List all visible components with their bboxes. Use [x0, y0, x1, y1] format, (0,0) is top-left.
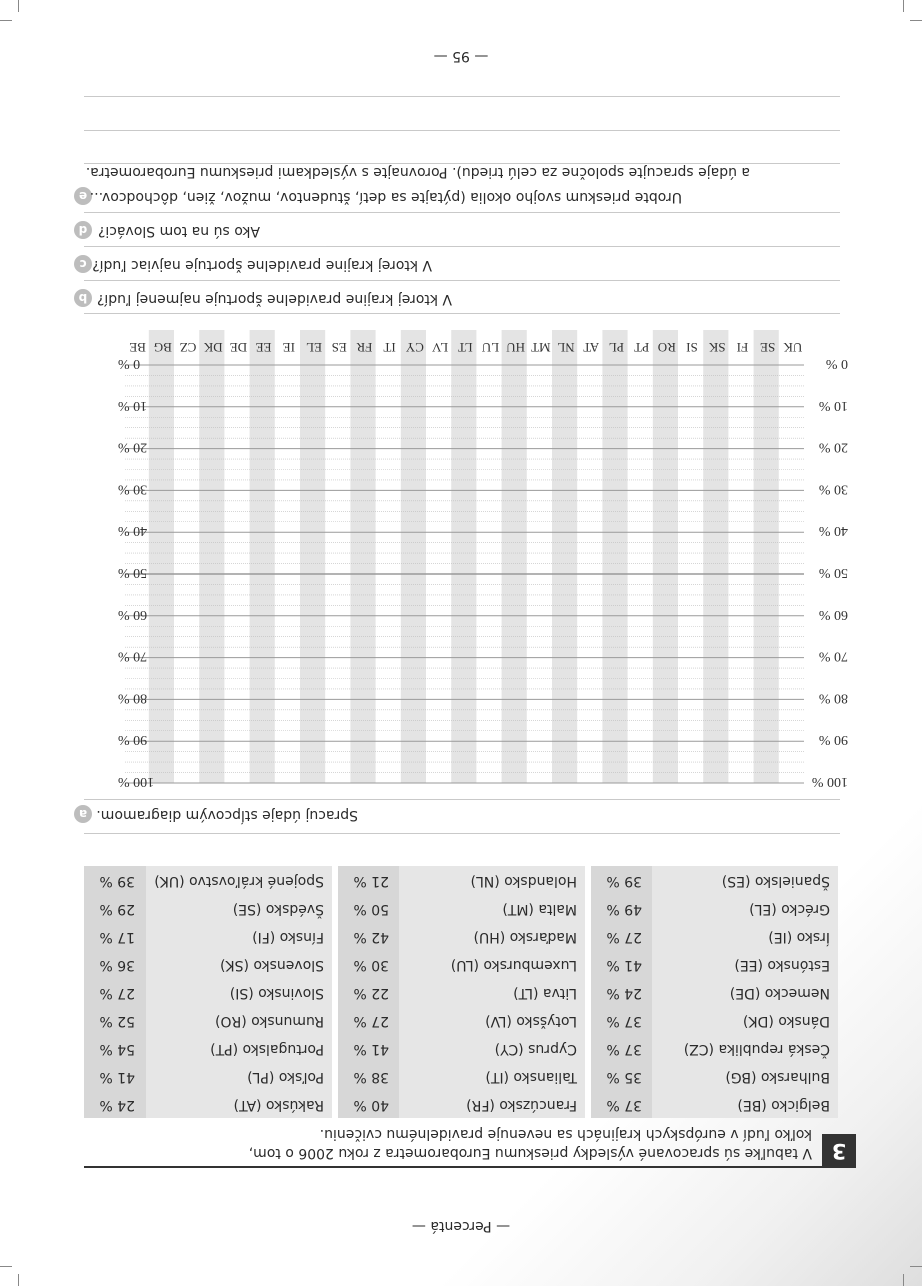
country-percent: 50 % — [353, 901, 389, 917]
country-percent: 49 % — [606, 901, 642, 917]
x-category-label: EE — [255, 340, 272, 355]
country-name: Španielsko (ES) — [721, 873, 830, 889]
x-category-label: HU — [506, 340, 525, 355]
x-category-label: PL — [608, 340, 624, 355]
y-tick-label: 80 % — [818, 690, 848, 706]
x-category-label: NL — [557, 340, 575, 355]
country-percent: 41 % — [99, 1069, 135, 1085]
country-percent: 21 % — [353, 873, 389, 889]
column-band — [703, 330, 728, 783]
question-rule — [84, 246, 840, 247]
y-tick-label: 20 % — [118, 439, 148, 455]
x-category-label: CZ — [179, 340, 197, 355]
y-tick-label: 20 % — [818, 439, 848, 455]
country-percent: 24 % — [606, 985, 642, 1001]
question-badge-e: e — [74, 187, 92, 205]
country-percent: 38 % — [353, 1069, 389, 1085]
question-e-text: Urobte prieskum svojho okolia (pýtajte sa detí, študentov, mužov, žien, dôchodcov... — [89, 189, 682, 205]
question-rule — [84, 280, 840, 281]
x-category-label: LT — [457, 340, 473, 355]
x-category-label: MT — [531, 340, 551, 355]
country-percent: 39 % — [606, 873, 642, 889]
question-c-text: V ktorej krajine pravidelne športuje najviac ľudí? — [92, 257, 432, 273]
x-category-label: BE — [129, 340, 146, 355]
y-tick-label: 90 % — [818, 732, 848, 748]
y-tick-label: 70 % — [818, 648, 848, 664]
country-name: Nemecko (DE) — [729, 985, 830, 1001]
y-tick-label: 0 % — [825, 356, 848, 371]
question-a-text: Spracuj údaje stĺpcovým diagramom. — [96, 807, 358, 823]
x-category-label: DE — [229, 340, 248, 355]
country-name: Poľsko (PL) — [247, 1069, 324, 1085]
country-percent: 37 % — [606, 1097, 642, 1113]
question-d-text: Ako sú na tom Slováci? — [97, 223, 260, 239]
question-rule — [84, 212, 840, 213]
y-tick-label: 70 % — [118, 648, 148, 664]
country-name: Maďarsko (HU) — [473, 929, 577, 945]
country-name: Dánsko (DK) — [742, 1013, 830, 1029]
country-name: Taliansko (IT) — [485, 1069, 577, 1085]
y-tick-label: 30 % — [818, 481, 848, 497]
question-badge-a: a — [74, 805, 92, 823]
country-name: Estónsko (EE) — [734, 957, 830, 973]
country-name: Grécko (EL) — [749, 901, 830, 917]
column-band — [250, 330, 275, 783]
x-category-label: ES — [331, 340, 347, 355]
exercise-text-line1: V tabuľke sú spracované výsledky prieskumu Eurobarometra z roku 2006 o tom, — [248, 1145, 812, 1161]
country-percent: 24 % — [99, 1097, 135, 1113]
country-name: Malta (MT) — [502, 901, 577, 917]
country-name: Portugalsko (PT) — [210, 1041, 324, 1057]
y-tick-label: 100 % — [118, 774, 155, 789]
y-tick-label: 60 % — [818, 606, 848, 622]
country-percent: 27 % — [99, 985, 135, 1001]
country-percent: 40 % — [353, 1097, 389, 1113]
x-category-label: FR — [356, 340, 373, 355]
x-category-label: AT — [583, 340, 600, 355]
y-tick-label: 100 % — [811, 774, 848, 789]
country-percent: 37 % — [606, 1041, 642, 1057]
question-b-text: V ktorej krajine pravidelne športuje najmenej ľudí? — [96, 291, 452, 307]
country-percent: 17 % — [99, 929, 135, 945]
column-band — [653, 330, 678, 783]
y-tick-label: 40 % — [818, 523, 848, 539]
column-band — [199, 330, 224, 783]
column-band — [401, 330, 426, 783]
country-name: Belgicko (BE) — [737, 1097, 830, 1113]
column-band — [552, 330, 577, 783]
country-name: Lotyšsko (LV) — [485, 1013, 577, 1029]
x-category-label: PT — [634, 340, 650, 355]
country-percent: 42 % — [353, 929, 389, 945]
column-band — [300, 330, 325, 783]
answer-line — [84, 130, 840, 131]
exercise-number: 3 — [822, 1134, 856, 1168]
question-badge-c: c — [74, 255, 92, 273]
x-category-label: BG — [153, 340, 172, 355]
question-rule — [84, 313, 840, 314]
x-category-label: RO — [657, 340, 676, 355]
country-percent: 37 % — [606, 1013, 642, 1029]
question-e-text-continued: a údaje spracujte spoločne za celú triedu). Porovnajte s výsledkami prieskumu Eurobarometra. — [85, 164, 750, 180]
column-band — [754, 330, 779, 783]
y-tick-label: 50 % — [818, 565, 848, 580]
country-name: Švédsko (SE) — [232, 901, 324, 917]
x-category-label: SI — [686, 340, 698, 355]
x-category-label: EL — [306, 340, 322, 355]
question-badge-b: b — [74, 289, 92, 307]
column-band — [502, 330, 527, 783]
country-percent: 30 % — [353, 957, 389, 973]
y-tick-label: 90 % — [118, 732, 148, 748]
x-category-label: CY — [405, 340, 424, 355]
country-percent: 39 % — [99, 873, 135, 889]
running-title: — Percentá — — [411, 1218, 511, 1234]
x-category-label: FI — [736, 340, 749, 355]
country-percent: 52 % — [99, 1013, 135, 1029]
country-name: Rumunsko (RO) — [215, 1013, 324, 1029]
x-category-label: IE — [282, 340, 295, 355]
column-band — [149, 330, 174, 783]
country-percent: 36 % — [99, 957, 135, 973]
country-percent: 54 % — [99, 1041, 135, 1057]
country-name: Luxembursko (LU) — [450, 957, 577, 973]
country-name: Rakúsko (AT) — [233, 1097, 324, 1113]
country-name: Spojené kráľovstvo (UK) — [154, 873, 324, 889]
y-tick-label: 10 % — [818, 397, 848, 413]
y-tick-label: 30 % — [118, 481, 148, 497]
country-name: Cyprus (CY) — [494, 1041, 577, 1057]
y-tick-label: 50 % — [118, 565, 148, 580]
country-name: Írsko (IE) — [768, 929, 830, 945]
country-name: Česká republika (CZ) — [683, 1041, 830, 1057]
exercise-text-line2: koľko ľudí v európskych krajinách sa nevenuje pravidelnému cvičeniu. — [319, 1126, 812, 1142]
country-percent: 41 % — [606, 957, 642, 973]
page-number: — 95 — — [433, 48, 489, 64]
country-name: Francúzsko (FR) — [466, 1097, 577, 1113]
country-percent: 41 % — [353, 1041, 389, 1057]
column-band — [451, 330, 476, 783]
country-percent: 22 % — [353, 985, 389, 1001]
y-tick-label: 40 % — [118, 523, 148, 539]
country-percent: 29 % — [99, 901, 135, 917]
country-name: Litva (LT) — [513, 985, 577, 1001]
country-percent: 35 % — [606, 1069, 642, 1085]
x-category-label: UK — [783, 340, 803, 355]
country-name: Bulharsko (BG) — [725, 1069, 830, 1085]
column-band — [602, 330, 627, 783]
x-category-label: DK — [203, 340, 223, 355]
x-category-label: IT — [383, 340, 396, 355]
column-band — [350, 330, 375, 783]
y-tick-label: 60 % — [118, 606, 148, 622]
x-category-label: SE — [760, 340, 776, 355]
country-name: Slovinsko (SI) — [229, 985, 324, 1001]
country-percent: 27 % — [606, 929, 642, 945]
question-rule — [84, 163, 840, 164]
y-tick-label: 80 % — [118, 690, 148, 706]
y-tick-label: 10 % — [118, 397, 148, 413]
x-category-label: LU — [481, 340, 500, 355]
answer-line — [84, 96, 840, 97]
country-percent: 27 % — [353, 1013, 389, 1029]
x-category-label: LV — [431, 340, 449, 355]
country-name: Holandsko (NL) — [470, 873, 577, 889]
country-name: Fínsko (FI) — [252, 929, 324, 945]
country-name: Slovensko (SK) — [219, 957, 324, 973]
x-category-label: SK — [708, 340, 726, 355]
question-badge-d: d — [74, 221, 92, 239]
y-tick-label: 0 % — [118, 356, 141, 371]
